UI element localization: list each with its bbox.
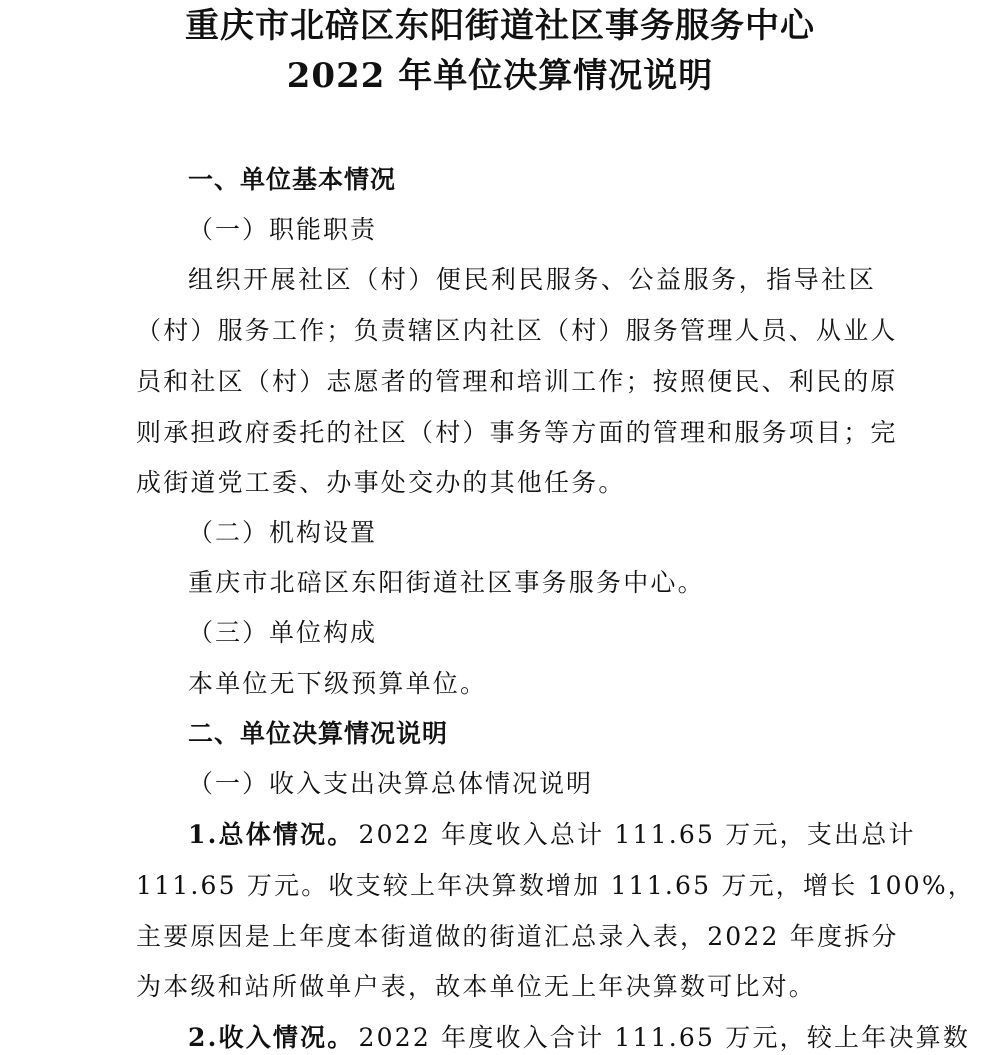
paragraph-line: 成街道党工委、办事处交办的其他任务。 [136,468,626,497]
paragraph-line [188,1021,971,1055]
paragraph-line: 111.65 万元。收支较上年决算数增加 111.65 万元，增长 100%， [136,871,976,900]
paragraph-label: 2.收入情况。 [188,1023,355,1052]
paragraph-line: （村）服务工作；负责辖区内社区（村）服务管理人员、从业人 [136,316,898,345]
paragraph-line: 员和社区（村）志愿者的管理和培训工作；按照便民、利民的原 [136,367,898,396]
section1-sub1-heading: （一）职能职责 [188,215,378,244]
paragraph-line: 则承担政府委托的社区（村）事务等方面的管理和服务项目；完 [136,418,898,447]
paragraph-text: 2022 年度收入总计 111.65 万元，支出总计 [358,820,916,849]
paragraph-line: 组织开展社区（村）便民利民服务、公益服务，指导社区 [188,265,876,294]
paragraph-line: 主要原因是上年度本街道做的街道汇总录入表，2022 年度拆分 [136,922,899,951]
section2-sub1-heading: （一）收入支出决算总体情况说明 [188,769,594,798]
paragraph-line: 重庆市北碚区东阳街道社区事务服务中心。 [188,568,705,597]
document-title-line1: 重庆市北碚区东阳街道社区事务服务中心 [185,6,815,46]
paragraph-label: 1.总体情况。 [188,820,355,849]
paragraph-line [188,818,916,852]
section1-sub2-heading: （二）机构设置 [188,518,378,547]
section2-heading: 二、单位决算情况说明 [188,719,449,748]
paragraph-line: 为本级和站所做单户表，故本单位无上年决算数可比对。 [136,972,817,1001]
document-title-line2: 2022 年单位决算情况说明 [286,56,714,96]
paragraph-text: 2022 年度收入合计 111.65 万元，较上年决算数 [358,1023,971,1052]
section1-sub3-heading: （三）单位构成 [188,618,378,647]
section1-heading: 一、单位基本情况 [188,165,397,194]
paragraph-line: 本单位无下级预算单位。 [188,669,488,698]
